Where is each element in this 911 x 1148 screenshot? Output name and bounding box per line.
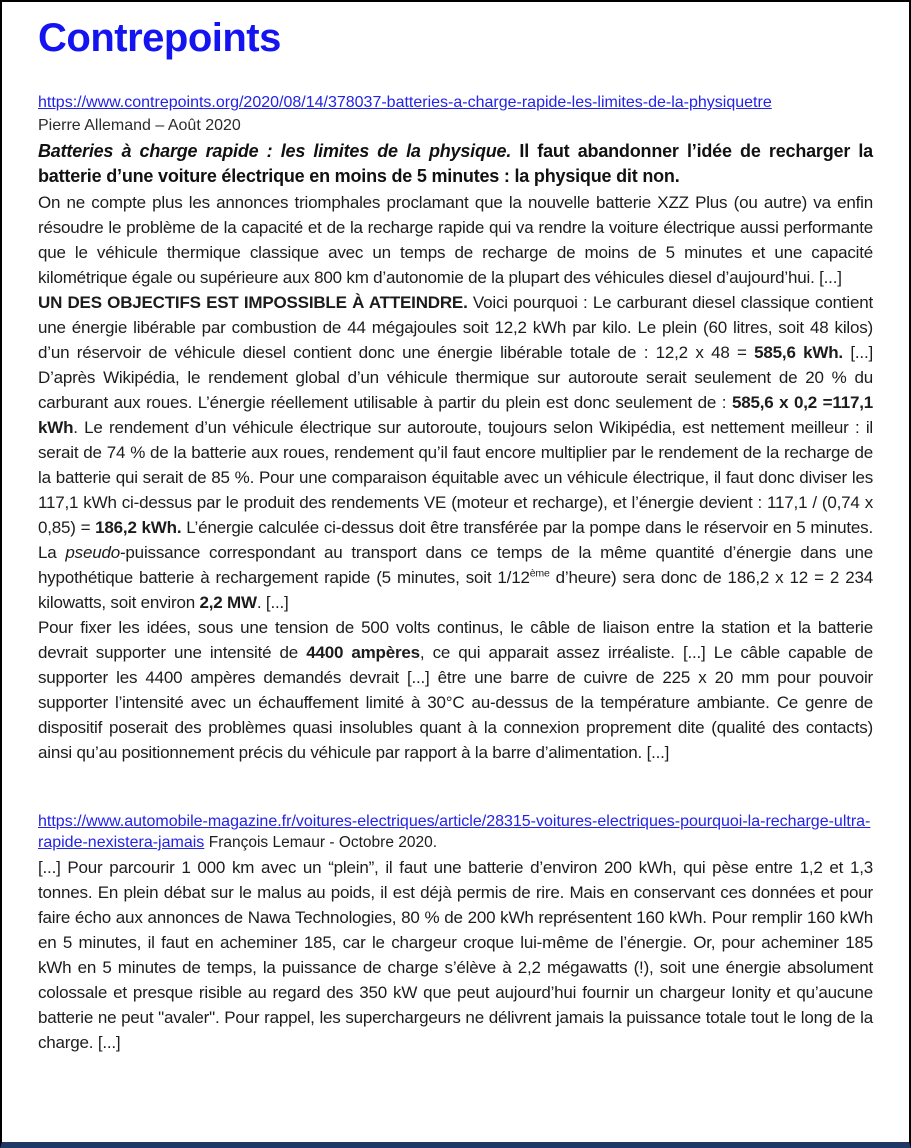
article2-url-link[interactable]: https://www.automobile-magazine.fr/voitures-electriques/article/28315-voitures-electriques-pourquoi-la-recharge-ultra-rapide-nexistera-jamais (38, 813, 871, 851)
article1-url-line (38, 92, 873, 113)
article1-paragraph-2: UN DES OBJECTIFS EST IMPOSSIBLE À ATTEINDRE. Voici pourquoi : Le carburant diesel classique contient une énergie libérable par combustion de 44 mégajoules soit 12,2 kWh par kilo. Le plein (60 litres, soit 48 kilos) d’un réservoir de véhicule diesel contient donc une énergie libérable totale de : 12,2 x 48 = 585,6 kWh. [...] D’après Wikipédia, le rendement global d’un véhicule thermique sur autoroute serait seulement de 20 % du carburant aux roues. L’énergie réellement utilisable à partir du plein est donc seulement de : 585,6 x 0,2 =117,1 kWh. Le rendement d’un véhicule électrique sur autoroute, toujours selon Wikipédia, est nettement meilleur : il serait de 74 % de la batterie aux roues, rendement qu’il faut encore multiplier par le rendement de la recharge de la batterie qui serait de 85 %. Pour une comparaison équitable avec un véhicule électrique, il faut donc diviser les 117,1 kWh ci-dessus par le produit des rendements VE (moteur et recharge), et l’énergie devient : 117,1 / (0,74 x 0,85) = 186,2 kWh. L’énergie calculée ci-dessus doit être transférée par la pompe dans le réservoir en 5 minutes. La pseudo-puissance correspondant au transport dans ce temps de la même quantité d’énergie dans une hypothétique batterie à rechargement rapide (5 minutes, soit 1/12ème d’heure) sera donc de 186,2 x 12 = 2 234 kilowatts, soit environ 2,2 MW. [...] (38, 293, 873, 612)
page-title: Contrepoints (38, 16, 281, 60)
article2-byline: François Lemaur - Octobre 2020. (208, 834, 438, 851)
spacer (38, 62, 873, 92)
article1-paragraph-1: On ne compte plus les annonces triomphales proclamant que la nouvelle batterie XZZ Plus (ou autre) va enfin résoudre le problème de la capacité et de la recharge rapide qui va rendre la voiture électrique aussi performante que le véhicule thermique classique avec un temps de recharge de moins de 5 minutes et une capacité kilométrique égale ou supérieure aux 800 km d’autonomie de la plupart des véhicules diesel d’aujourd’hui. [...] (38, 193, 873, 287)
article1-url-link[interactable]: https://www.contrepoints.org/2020/08/14/378037-batteries-a-charge-rapide-les-limites-de-la-physiquetre (38, 94, 772, 111)
article1-byline: Pierre Allemand – Août 2020 (38, 117, 241, 134)
article1-paragraph-3: Pour fixer les idées, sous une tension de 500 volts continus, le câble de liaison entre la station et la batterie devrait supporter une intensité de 4400 ampères, ce qui apparait assez irréaliste. [...] Le câble capable de supporter les 4400 ampères demandés devrait [...] être une barre de cuivre de 225 x 20 mm pour pouvoir supporter l’intensité avec un échauffement limité à 30°C au-dessus de la température ambiante. Ce genre de dispositif poserait des problèmes quasi insolubles quant à la connexion proprement dite (qualité des contacts) ainsi qu’au positionnement précis du véhicule par rapport à la barre d’alimentation. [...] (38, 618, 873, 762)
section-divider-space (38, 765, 873, 811)
article1-lead-heading: Batteries à charge rapide : les limites de la physique. Il faut abandonner l’idée de recharger la batterie d’une voiture électrique en moins de 5 minutes : la physique dit non. (38, 141, 873, 186)
article2-paragraph-1: [...] Pour parcourir 1 000 km avec un “plein”, il faut une batterie d’environ 200 kWh, qui pèse entre 1,2 et 1,3 tonnes. En plein débat sur le malus au poids, il est déjà permis de rire. Mais en conservant ces données et pour faire écho aux annonces de Nawa Technologies, 80 % de 200 kWh représentent 160 kWh. Pour remplir 160 kWh en 5 minutes, il faut en acheminer 185, car le chargeur croque lui-même de l’énergie. Or, pour acheminer 185 kWh en 5 minutes de temps, la puissance de charge s’élève à 2,2 mégawatts (!), soit une énergie absolument colossale et presque risible au regard des 350 kW que peut aujourd’hui fournir un chargeur Ionity et qu’aucune batterie ne peut "avaler". Pour rappel, les superchargeurs ne délivrent jamais la puissance totale tout le long de la charge. [...] (38, 858, 873, 1052)
article2-url-line (38, 811, 873, 853)
